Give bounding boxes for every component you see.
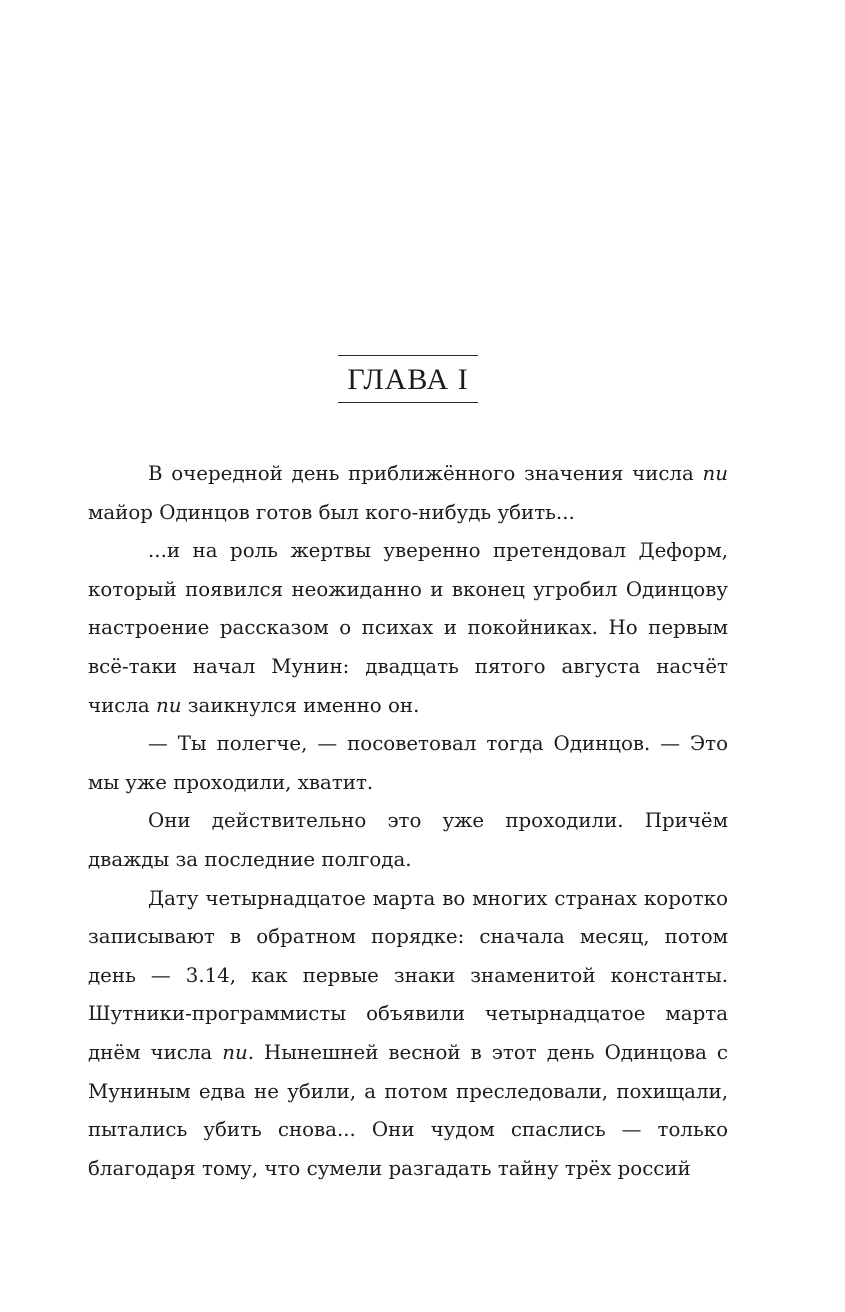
paragraph	[88, 455, 728, 532]
italic-text: пи	[156, 693, 182, 717]
chapter-title: ГЛАВА I	[347, 363, 469, 396]
paragraph	[88, 880, 728, 1189]
italic-text: пи	[702, 462, 728, 485]
text-span: Они действительно это уже проходили. Причём дважды за последние полгода.	[88, 809, 728, 871]
body-text	[88, 455, 728, 1188]
text-span: — Ты полегче, — посоветовал тогда Одинцов. — Это мы уже проходили, хватит.	[88, 732, 728, 794]
italic-text: пи.	[222, 1040, 254, 1064]
text-span: Дату четырнадцатое марта во многих странах коротко записывают в обратном порядке: сначала месяц, потом день — 3.14, как первые знаки знаменитой константы. Шутники-программисты объявили четырнадцатое марта днём числа	[88, 886, 728, 1064]
text-span: заикнулся именно он.	[181, 693, 420, 717]
text-span: В очередной день приближённого значения числа	[148, 462, 703, 485]
paragraph	[88, 725, 728, 802]
text-span: ...и на роль жертвы уверенно претендовал Деформ, который появился неожиданно и вконец угробил Одинцову настроение рассказом о психах и покойниках. Но первым всё-таки начал Мунин: двадцать пятого августа насчёт числа	[88, 539, 728, 717]
text-span: майор Одинцов готов был кого-нибудь убить...	[88, 500, 575, 524]
paragraph	[88, 532, 728, 725]
chapter-heading	[338, 355, 478, 403]
text-span: Нынешней весной в этот день Одинцова с Муниным едва не убили, а потом преследовали, похищали, пытались убить снова... Они чудом спаслись — только благодаря тому, что сумели разгадать тайну трёх россий	[88, 1040, 728, 1180]
paragraph	[88, 802, 728, 879]
